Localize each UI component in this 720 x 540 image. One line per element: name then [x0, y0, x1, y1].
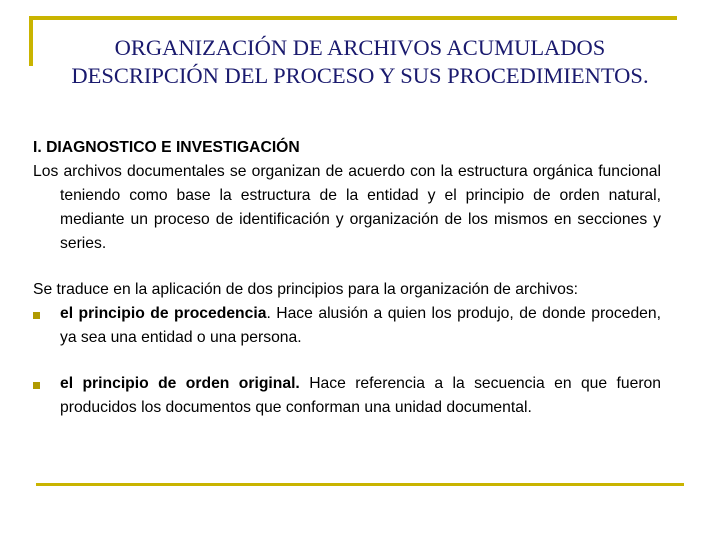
title-line-2: DESCRIPCIÓN DEL PROCESO Y SUS PROCEDIMIENTOS. [71, 63, 649, 88]
paragraph-1: Los archivos documentales se organizan de acuerdo con la estructura orgánica funcional teniendo como base la estructura de la entidad y el principio de orden natural, mediante un proceso de identificación y organización de los mismos en secciones y series. [33, 163, 661, 252]
paragraph-2-intro: Se traduce en la aplicación de dos principios para la organización de archivos: [33, 281, 579, 298]
bottom-decorative-line [36, 483, 684, 486]
slide-title [0, 34, 720, 90]
top-decorative-line [29, 16, 677, 20]
square-bullet-icon [33, 372, 60, 396]
title-line-1: ORGANIZACIÓN DE ARCHIVOS ACUMULADOS [114, 35, 606, 60]
bullet-description: Hace referencia a la secuencia en que fueron producidos los documentos que conforman una unidad documental. [60, 375, 661, 416]
section-heading: I. DIAGNOSTICO E INVESTIGACIÓN [33, 139, 300, 156]
bullet-term: el principio de orden original. [60, 375, 300, 392]
slide-body [33, 136, 661, 420]
bullet-description: . Hace alusión a quien los produjo, de donde proceden, ya sea una entidad o una persona. [60, 305, 661, 346]
bullet-term: el principio de procedencia [60, 305, 267, 322]
bullet-item-procedencia [33, 302, 661, 350]
bullet-item-orden-original [33, 372, 661, 420]
square-bullet-icon [33, 302, 60, 326]
